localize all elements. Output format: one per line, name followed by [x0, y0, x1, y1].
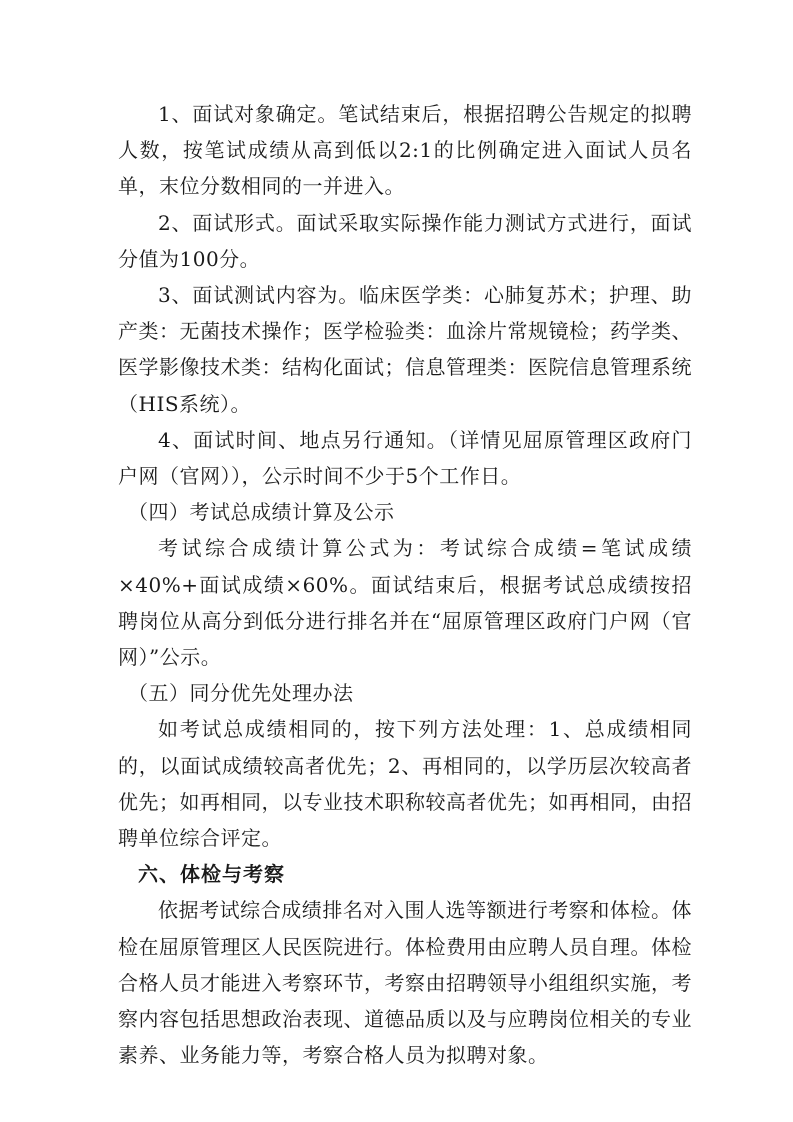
section-heading-tie-break: （五）同分优先处理办法: [128, 681, 354, 706]
paragraph-interview-candidates: 1、面试对象确定。笔试结束后，根据招聘公告规定的拟聘人数，按笔试成绩从高到低以2:1的比例确定进入面试人员名单，末位分数相同的一并进入。: [118, 102, 692, 199]
paragraph-tie-break-rules: 如考试总成绩相同的，按下列方法处理：1、总成绩相同的，以面试成绩较高者优先；2、再相同的，以学历层次较高者优先；如再相同，以专业技术职称较高者优先；如再相同，由招聘单位综合评定。: [118, 717, 692, 851]
section-heading-medical-exam: 六、体检与考察: [138, 862, 285, 887]
paragraph-score-formula: 考试综合成绩计算公式为：考试综合成绩=笔试成绩×40%+面试成绩×60%。面试结束后，根据考试总成绩按招聘岗位从高分到低分进行排名并在“屈原管理区政府门户网（官网）”公示。: [118, 536, 692, 670]
paragraph-interview-time: 4、面试时间、地点另行通知。（详情见屈原管理区政府门户网（官网）），公示时间不少于5个工作日。: [118, 427, 692, 489]
document-body: [118, 96, 692, 1073]
section-heading-total-score: （四）考试总成绩计算及公示: [128, 500, 395, 525]
paragraph-medical-exam: 依据考试综合成绩排名对入围人选等额进行考察和体检。体检在屈原管理区人民医院进行。体检费用由应聘人员自理。体检合格人员才能进入考察环节，考察由招聘领导小组组织实施，考察内容包括思想政治表现、道德品质以及与应聘岗位相关的专业素养、业务能力等，考察合格人员为拟聘对象。: [118, 898, 692, 1068]
paragraph-interview-content: 3、面试测试内容为。临床医学类：心肺复苏术；护理、助产类：无菌技术操作；医学检验类：血涂片常规镜检；药学类、医学影像技术类：结构化面试；信息管理类：医院信息管理系统（HIS系统）。: [118, 283, 692, 416]
paragraph-interview-format: 2、面试形式。面试采取实际操作能力测试方式进行，面试分值为100分。: [118, 210, 692, 271]
